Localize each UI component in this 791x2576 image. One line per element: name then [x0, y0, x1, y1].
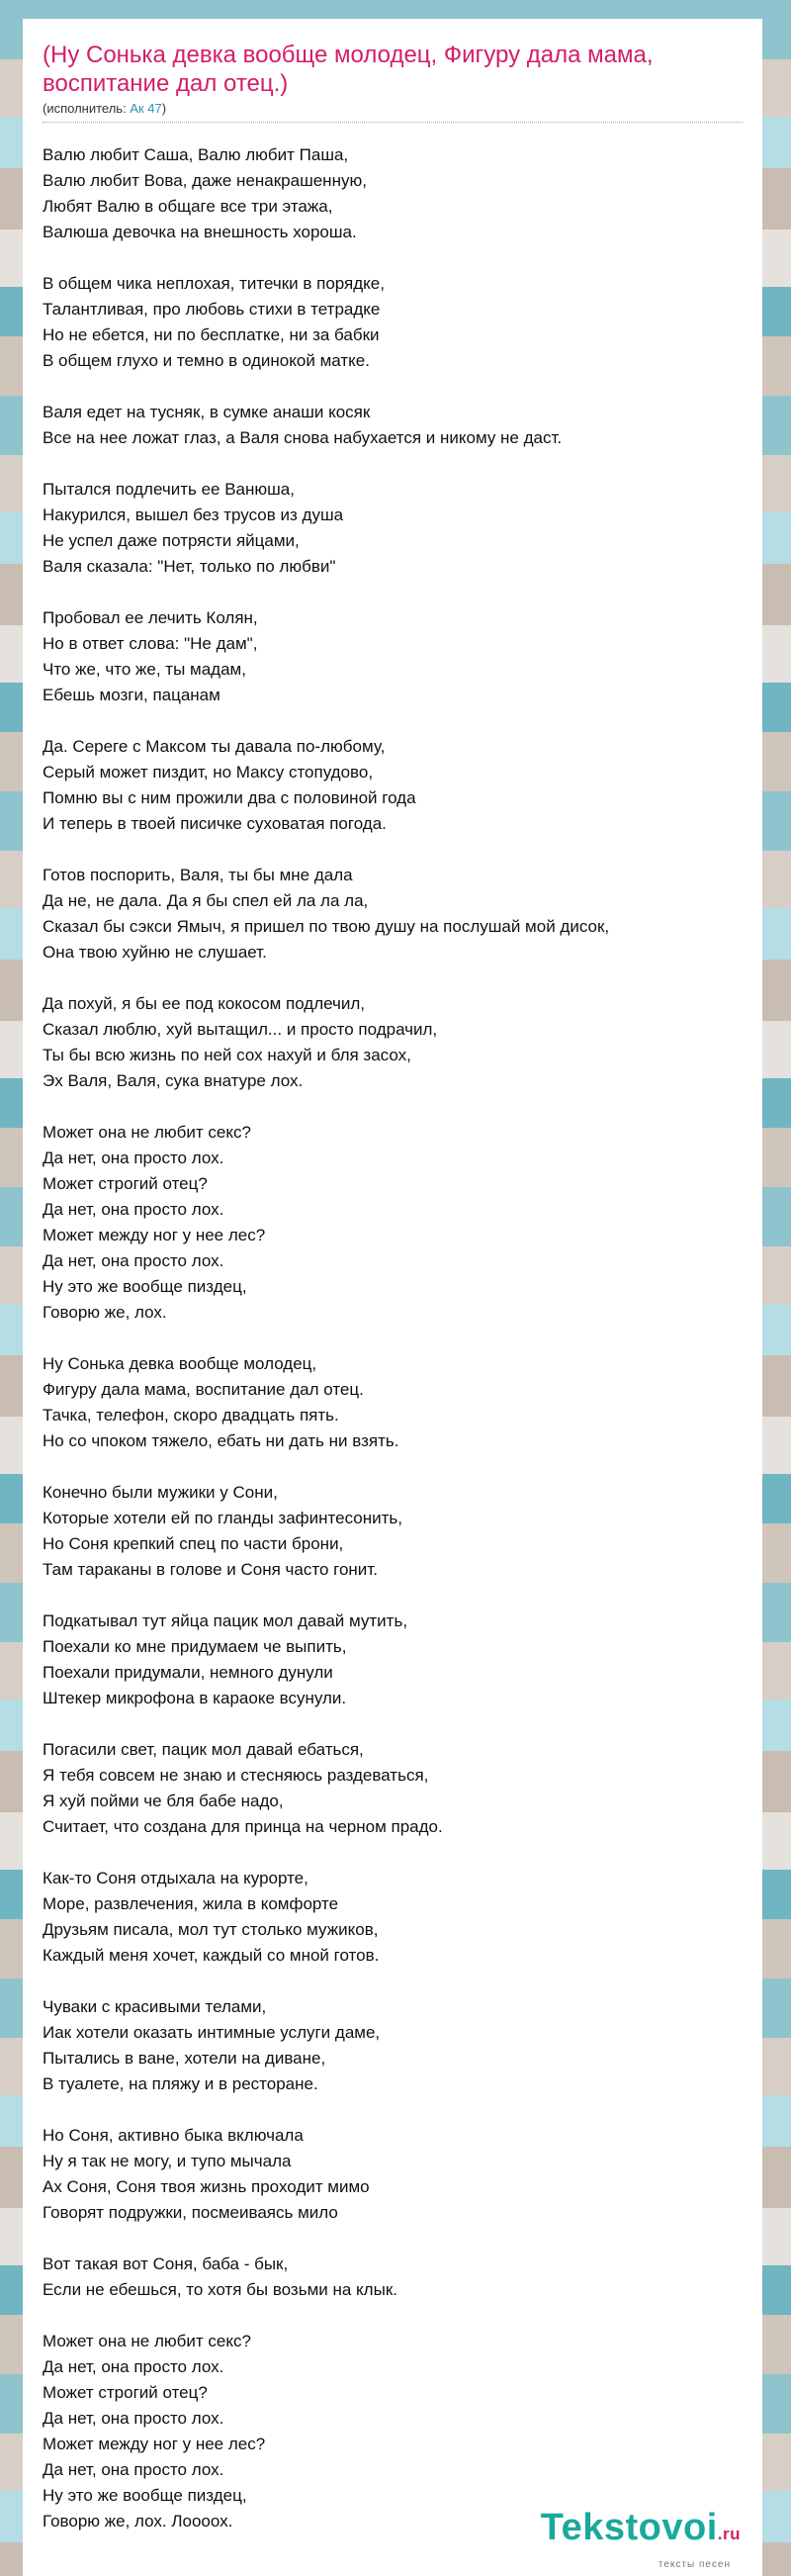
lyric-line: Валю любит Вова, даже ненакрашенную,: [43, 171, 367, 190]
lyric-line: Сказал люблю, хуй вытащил... и просто подрачил,: [43, 1020, 438, 1039]
lyric-line: Ты бы всю жизнь по ней сох нахуй и бля засох,: [43, 1046, 411, 1064]
lyrics-stanza: [43, 2329, 743, 2534]
lyrics-stanza: [43, 477, 743, 580]
lyric-line: Которые хотели ей по гланды зафинтесонить,: [43, 1509, 402, 1527]
lyric-line: Да похуй, я бы ее под кокосом подлечил,: [43, 994, 366, 1013]
logo-tld: .ru: [717, 2525, 741, 2543]
lyric-line: Но не ебется, ни по бесплатке, ни за бабки: [43, 325, 380, 344]
lyric-line: Поехали ко мне придумаем че выпить,: [43, 1637, 347, 1656]
lyrics-stanza: [43, 2252, 743, 2303]
logo-tagline: тексты песен: [658, 2559, 731, 2570]
lyric-line: Там тараканы в голове и Соня часто гонит.: [43, 1560, 378, 1579]
lyric-line: Может она не любит секс?: [43, 2332, 251, 2350]
lyric-line: Говорю же, лох.: [43, 1303, 167, 1322]
lyrics-stanza: [43, 1480, 743, 1583]
page-title: (Ну Сонька девка вообще молодец, Фигуру дала мама, воспитание дал отец.): [43, 42, 654, 97]
lyric-line: Но в ответ слова: "Не дам",: [43, 634, 258, 653]
lyric-line: Фигуру дала мама, воспитание дал отец.: [43, 1380, 364, 1399]
lyric-line: Друзьям писала, мол тут столько мужиков,: [43, 1920, 379, 1939]
lyric-line: Да нет, она просто лох.: [43, 1251, 224, 1270]
lyric-line: Валя едет на тусняк, в сумке анаши косяк: [43, 403, 371, 421]
lyric-line: Да. Сереге с Максом ты давала по-любому,: [43, 737, 386, 756]
lyric-line: Но Соня крепкий спец по части брони,: [43, 1534, 344, 1553]
lyric-line: Штекер микрофона в караоке всунули.: [43, 1689, 347, 1707]
lyrics-stanza: [43, 142, 743, 245]
lyrics-stanza: [43, 1994, 743, 2097]
lyric-line: Ну Сонька девка вообще молодец,: [43, 1354, 317, 1373]
lyrics-stanza: [43, 271, 743, 374]
lyric-line: Говорю же, лох. Лоооох.: [43, 2512, 233, 2530]
lyric-line: Я хуй пойми че бля бабе надо,: [43, 1792, 284, 1810]
lyric-line: Серый может пиздит, но Максу стопудово,: [43, 763, 374, 782]
lyric-line: И теперь в твоей писичке суховатая погода.: [43, 814, 387, 833]
lyric-line: Каждый меня хочет, каждый со мной готов.: [43, 1946, 380, 1965]
lyric-line: Валю любит Саша, Валю любит Паша,: [43, 145, 349, 164]
lyrics-stanza: [43, 605, 743, 708]
lyric-line: В общем чика неплохая, титечки в порядке,: [43, 274, 385, 293]
lyric-line: Сказал бы сэкси Ямыч, я пришел по твою душу на послушай мой дисок,: [43, 917, 610, 936]
lyric-line: Подкатывал тут яйца пацик мол давай мутить,: [43, 1611, 408, 1630]
lyrics-body: [43, 142, 743, 2534]
lyric-line: Погасили свет, пацик мол давай ебаться,: [43, 1740, 364, 1759]
lyric-line: Помню вы с ним прожили два с половиной года: [43, 788, 416, 807]
lyrics-stanza: [43, 863, 743, 966]
performer-prefix: (исполнитель:: [43, 101, 131, 116]
lyrics-stanza: [43, 734, 743, 837]
performer-suffix: ): [161, 101, 167, 116]
lyrics-stanza: [43, 1609, 743, 1711]
lyrics-stanza: [43, 1120, 743, 1326]
lyric-line: Ах Соня, Соня твоя жизнь проходит мимо: [43, 2177, 370, 2196]
performer-link[interactable]: Ак 47: [130, 101, 162, 116]
lyric-line: Ебешь мозги, пацанам: [43, 686, 220, 704]
lyric-line: Пытались в ване, хотели на диване,: [43, 2049, 326, 2068]
lyric-line: Море, развлечения, жила в комфорте: [43, 1894, 339, 1913]
lyrics-stanza: [43, 1351, 743, 1454]
lyric-line: Эх Валя, Валя, сука внатуре лох.: [43, 1071, 304, 1090]
site-logo[interactable]: [541, 2508, 741, 2554]
lyric-line: Она твою хуйню не слушает.: [43, 943, 267, 962]
lyric-line: Считает, что создана для принца на черном прадо.: [43, 1817, 443, 1836]
lyric-line: Валя сказала: "Нет, только по любви": [43, 557, 336, 576]
lyric-line: В туалете, на пляжу и в ресторане.: [43, 2074, 318, 2093]
lyric-line: Может строгий отец?: [43, 2383, 208, 2402]
lyrics-stanza: [43, 400, 743, 451]
lyric-line: Может она не любит секс?: [43, 1123, 251, 1142]
lyric-line: Пробовал ее лечить Колян,: [43, 608, 258, 627]
lyric-line: Пытался подлечить ее Ванюша,: [43, 480, 295, 499]
lyric-line: Ну я так не могу, и тупо мычала: [43, 2152, 292, 2170]
lyrics-stanza: [43, 1866, 743, 1969]
lyric-line: Не успел даже потрясти яйцами,: [43, 531, 300, 550]
lyric-line: Ну это же вообще пиздец,: [43, 1277, 247, 1296]
lyric-line: Да нет, она просто лох.: [43, 1149, 224, 1167]
logo-name: Tekstovoi: [540, 2507, 718, 2548]
lyric-line: Валюша девочка на внешность хороша.: [43, 223, 357, 241]
lyric-line: Талантливая, про любовь стихи в тетрадке: [43, 300, 381, 319]
lyrics-stanza: [43, 2123, 743, 2226]
lyrics-stanza: [43, 1737, 743, 1840]
lyric-line: Иак хотели оказать интимные услуги даме,: [43, 2023, 381, 2042]
lyric-line: Если не ебешься, то хотя бы возьми на клык.: [43, 2280, 397, 2299]
lyric-line: В общем глухо и темно в одинокой матке.: [43, 351, 370, 370]
lyric-line: Вот такая вот Соня, баба - бык,: [43, 2254, 289, 2273]
lyric-line: Да нет, она просто лох.: [43, 2357, 224, 2376]
lyric-line: Накурился, вышел без трусов из душа: [43, 506, 344, 524]
lyric-line: Любят Валю в общаге все три этажа,: [43, 197, 333, 216]
lyrics-stanza: [43, 991, 743, 1094]
lyric-line: Все на нее ложат глаз, а Валя снова набухается и никому не даст.: [43, 428, 563, 447]
lyric-line: Может между ног у нее лес?: [43, 2435, 266, 2453]
lyric-line: Может между ног у нее лес?: [43, 1226, 266, 1244]
lyric-line: Говорят подружки, посмеиваясь мило: [43, 2203, 338, 2222]
performer-line: [43, 101, 743, 123]
lyric-line: Я тебя совсем не знаю и стесняюсь раздеваться,: [43, 1766, 429, 1785]
lyric-line: Да нет, она просто лох.: [43, 2460, 224, 2479]
lyric-line: Готов поспорить, Валя, ты бы мне дала: [43, 866, 353, 884]
lyric-line: Да нет, она просто лох.: [43, 2409, 224, 2428]
lyric-line: Ну это же вообще пиздец,: [43, 2486, 247, 2505]
lyric-line: Тачка, телефон, скоро двадцать пять.: [43, 1406, 339, 1425]
lyric-line: Но Соня, активно быка включала: [43, 2126, 304, 2145]
lyric-line: Да не, не дала. Да я бы спел ей ла ла ла,: [43, 891, 369, 910]
lyrics-card: [23, 19, 762, 2576]
lyric-line: Чуваки с красивыми телами,: [43, 1997, 267, 2016]
lyric-line: Конечно были мужики у Сони,: [43, 1483, 278, 1502]
lyric-line: Поехали придумали, немного дунули: [43, 1663, 333, 1682]
lyric-line: Как-то Соня отдыхала на курорте,: [43, 1869, 308, 1887]
lyric-line: Может строгий отец?: [43, 1174, 208, 1193]
lyric-line: Да нет, она просто лох.: [43, 1200, 224, 1219]
lyric-line: Что же, что же, ты мадам,: [43, 660, 246, 679]
lyric-line: Но со чпоком тяжело, ебать ни дать ни взять.: [43, 1431, 399, 1450]
